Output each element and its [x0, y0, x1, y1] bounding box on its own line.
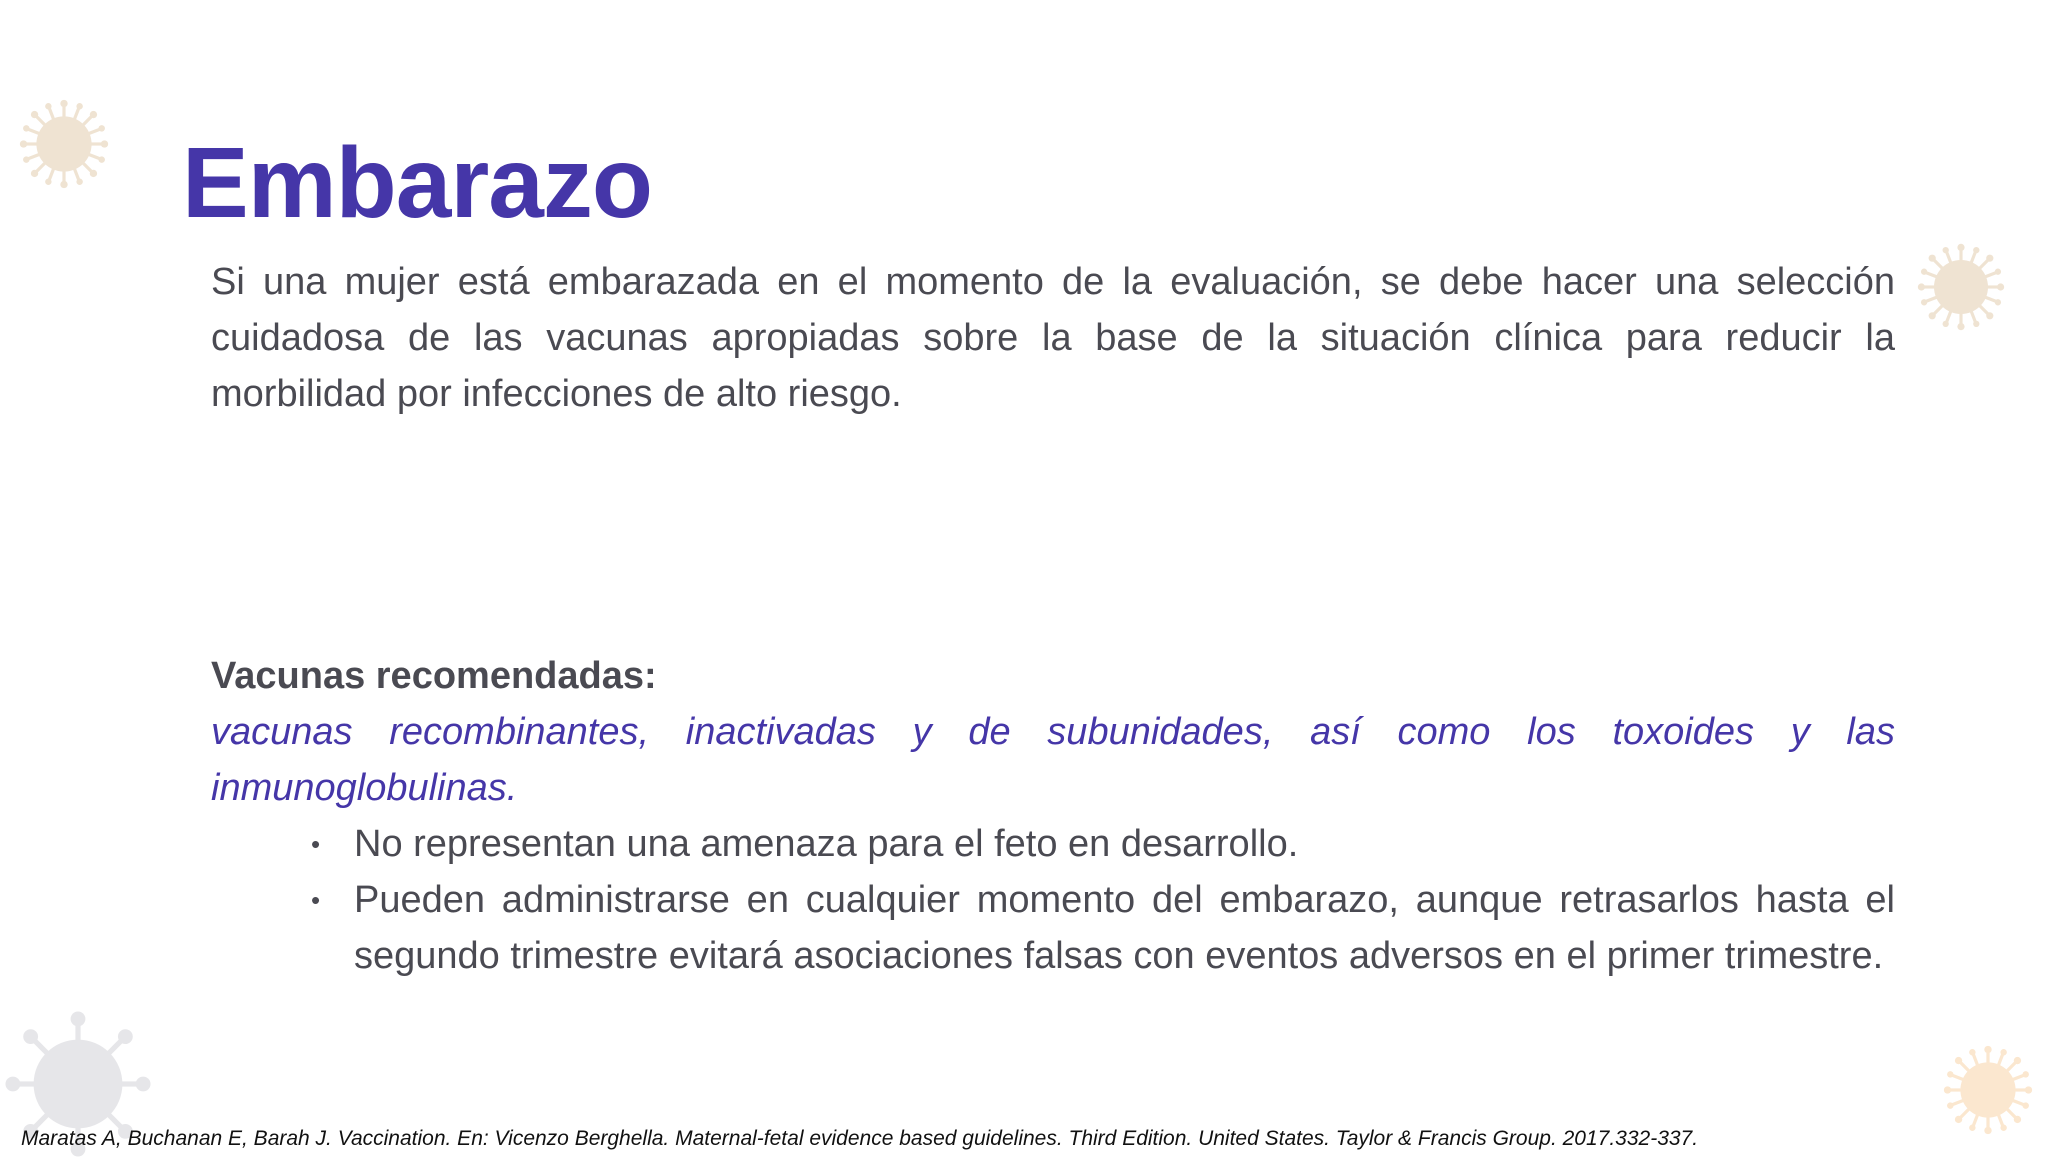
recommended-vaccines-text: vacunas recombinantes, inactivadas y de subunidades, así como los toxoides y las inmunoglobulinas.: [211, 711, 1895, 809]
slide-title: Embarazo: [182, 127, 652, 239]
recommended-heading: Vacunas recomendadas:: [211, 655, 657, 697]
virus-icon: [1916, 242, 2006, 332]
intro-paragraph: Si una mujer está embarazada en el momento de la evaluación, se debe hacer una selección cuidadosa de las vacunas apropiadas sobre la base de la situación clínica para reducir la morbilidad por infecciones de alto riesgo.: [211, 261, 1895, 415]
virus-icon: [1942, 1044, 2034, 1136]
reference-footnote: Maratas A, Buchanan E, Barah J. Vaccination. En: Vicenzo Berghella. Maternal-fetal evidence based guidelines. Third Edition. United States. Taylor & Francis Group. 2017.332-337.: [21, 1127, 1699, 1150]
bullet-list: [311, 816, 1895, 984]
virus-icon: [18, 98, 110, 190]
bullet-icon: •: [311, 885, 321, 915]
bullet-item: [311, 816, 1895, 872]
bullet-text: Pueden administrarse en cualquier momento del embarazo, aunque retrasarlos hasta el segundo trimestre evitará asociaciones falsas con eventos adversos en el primer trimestre.: [354, 879, 1895, 977]
bullet-item: [311, 872, 1895, 984]
bullet-icon: •: [311, 829, 321, 859]
bullet-text: No representan una amenaza para el feto en desarrollo.: [354, 823, 1299, 865]
